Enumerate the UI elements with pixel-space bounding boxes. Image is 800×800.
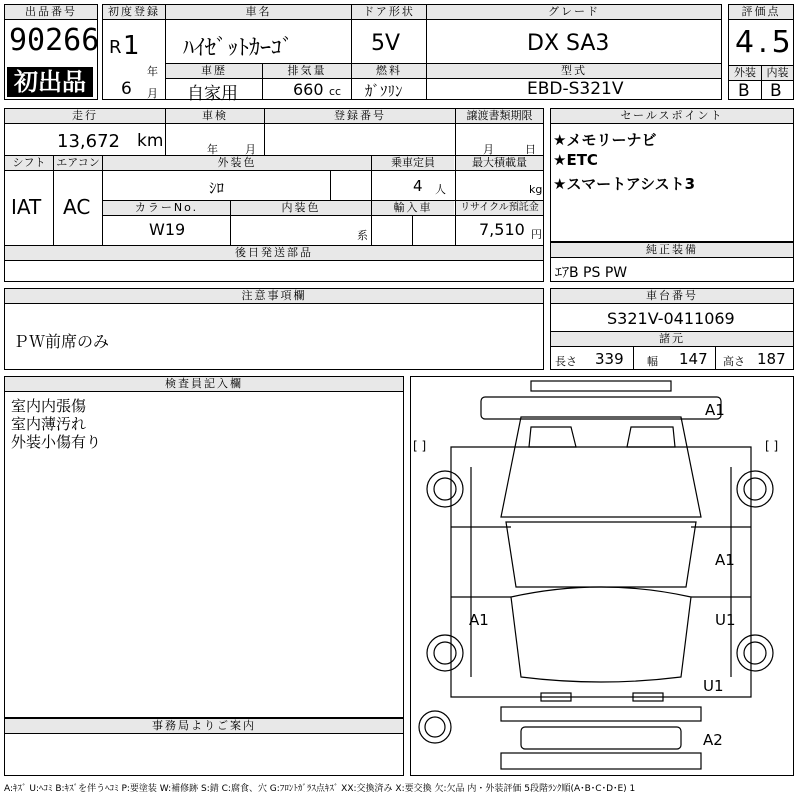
- damage-mark: U1: [715, 611, 736, 629]
- reg-year: 1: [123, 31, 140, 61]
- reg-month: 6: [121, 79, 132, 99]
- mileage-label: 走行: [5, 109, 165, 123]
- load-unit: kg: [529, 183, 543, 196]
- car-name-label: 車名: [166, 5, 351, 19]
- score-label: 評価点: [729, 5, 793, 20]
- history-label: 車歴: [166, 64, 262, 78]
- height-label: 高さ: [723, 355, 745, 368]
- color-no-label: カラーNo.: [103, 201, 230, 215]
- equipment: [550, 242, 794, 282]
- length-label: 長さ: [555, 355, 577, 368]
- chassis: [550, 288, 794, 370]
- notes-value: ＰＷ前席のみ: [13, 332, 110, 351]
- capacity-unit: 人: [435, 183, 446, 196]
- car-name: ﾊｲｾﾞｯﾄｶｰｺﾞ: [183, 36, 294, 61]
- insp-month-unit: 月: [245, 143, 256, 156]
- header-grid: [102, 4, 722, 104]
- exterior-grade: B: [738, 81, 750, 101]
- shift: IAT: [11, 195, 42, 219]
- insp-year-unit: 年: [207, 143, 218, 156]
- score-box: [728, 4, 794, 100]
- exterior-label: 外装: [729, 66, 761, 80]
- equipment-label: 純正装備: [551, 243, 793, 258]
- fuel: ｶﾞｿﾘﾝ: [365, 82, 403, 100]
- interior-grade: B: [770, 81, 782, 101]
- recycle-label: リサイクル預託金: [456, 201, 543, 215]
- grade-label: グレード: [427, 5, 721, 19]
- notes: [4, 288, 544, 370]
- cc-unit: cc: [329, 85, 342, 98]
- import-label: 輸入車: [372, 201, 454, 215]
- inspector-line: 室内内張傷: [11, 397, 87, 415]
- door: 5V: [371, 31, 401, 56]
- int-color-label: 内装色: [231, 201, 371, 215]
- damage-diagram: [410, 376, 794, 776]
- inspection-label: 車検: [166, 109, 264, 123]
- lot-number: 90266: [9, 23, 100, 58]
- km-unit: km: [137, 131, 164, 151]
- model: EBD-S321V: [527, 79, 624, 99]
- chassis-number: S321V-0411069: [607, 309, 735, 328]
- height-value: 187: [757, 350, 786, 368]
- fuel-label: 燃料: [352, 64, 426, 78]
- first-listing-badge: 初出品: [7, 67, 93, 97]
- later-parts-label: 後日発送部品: [5, 246, 543, 260]
- damage-mark: A2: [703, 731, 723, 749]
- transfer-label: 譲渡書類期限: [456, 109, 543, 123]
- inspector-notes: [4, 376, 404, 718]
- displacement-label: 排気量: [263, 64, 351, 78]
- recycle: 7,510: [479, 220, 525, 239]
- chassis-label: 車台番号: [551, 289, 793, 304]
- yen-unit: 円: [531, 228, 542, 241]
- era: R: [109, 37, 122, 58]
- length-value: 339: [595, 350, 624, 368]
- bracket-right: [ ]: [765, 439, 779, 453]
- damage-mark: A1: [469, 611, 489, 629]
- inspector-line: 外装小傷有り: [11, 433, 102, 451]
- sales-item: ★メモリーナビ: [553, 131, 657, 149]
- transfer-month-unit: 月: [483, 143, 494, 156]
- model-label: 型式: [427, 64, 721, 78]
- door-label: ドア形状: [352, 5, 426, 19]
- ac: AC: [63, 195, 91, 219]
- damage-mark: A1: [715, 551, 735, 569]
- sales-item: ★スマートアシスト3: [553, 175, 696, 193]
- month-unit: 月: [147, 87, 158, 100]
- notes-label: 注意事項欄: [5, 289, 543, 304]
- sales-label: セールスポイント: [551, 109, 793, 124]
- inspector-label: 検査員記入欄: [5, 377, 403, 392]
- damage-mark: A1: [705, 401, 725, 419]
- office-label: 事務局よりご案内: [5, 719, 403, 734]
- damage-mark: U1: [703, 677, 724, 695]
- capacity-label: 乗車定員: [372, 156, 454, 170]
- equipment-value: ｴｱB PS PW: [555, 265, 628, 281]
- first-reg-label: 初度登録: [103, 5, 165, 19]
- ac-label: エアコン: [54, 156, 102, 170]
- grade: DX SA3: [527, 31, 610, 56]
- office-notes: [4, 718, 404, 776]
- sales-points: [550, 108, 794, 242]
- sales-item: ★ETC: [553, 151, 598, 169]
- score: 4.5: [735, 25, 795, 60]
- reg-no-label: 登録番号: [265, 109, 455, 123]
- transfer-day-unit: 日: [525, 143, 536, 156]
- legend: A:ｷｽﾞ U:ﾍｺﾐ B:ｷｽﾞを伴うﾍｺﾐ P:要塗装 W:補修跡 S:錆 C:腐食、穴 G:ﾌﾛﾝﾄｶﾞﾗｽ点ｷｽﾞ XX:交換済み X:要交換 欠:欠品 内・外装評価 5段階ﾗﾝｸ順(A･B･C･D･E) 1: [4, 784, 636, 794]
- width-value: 147: [679, 350, 708, 368]
- int-color-unit: 系: [357, 229, 368, 242]
- dims-label: 諸元: [551, 332, 793, 347]
- color-no: W19: [149, 220, 186, 239]
- interior-label: 内装: [762, 66, 793, 80]
- shift-label: シフト: [5, 156, 53, 170]
- bracket-left: [ ]: [413, 439, 427, 453]
- car-outline-diagram: [411, 377, 793, 775]
- year-unit: 年: [147, 65, 158, 78]
- displacement: 660: [293, 80, 324, 99]
- mileage: 13,672: [57, 131, 120, 152]
- ext-color-label: 外装色: [103, 156, 371, 170]
- ext-color: ｼﾛ: [209, 179, 225, 197]
- lot-box: [4, 4, 98, 100]
- history: 自家用: [187, 84, 238, 104]
- inspector-line: 室内薄汚れ: [11, 415, 87, 433]
- vehicle-details: [4, 108, 544, 282]
- width-label: 幅: [647, 355, 658, 368]
- capacity: 4: [413, 177, 423, 195]
- max-load-label: 最大積載量: [456, 156, 543, 170]
- lot-label: 出品番号: [5, 5, 97, 20]
